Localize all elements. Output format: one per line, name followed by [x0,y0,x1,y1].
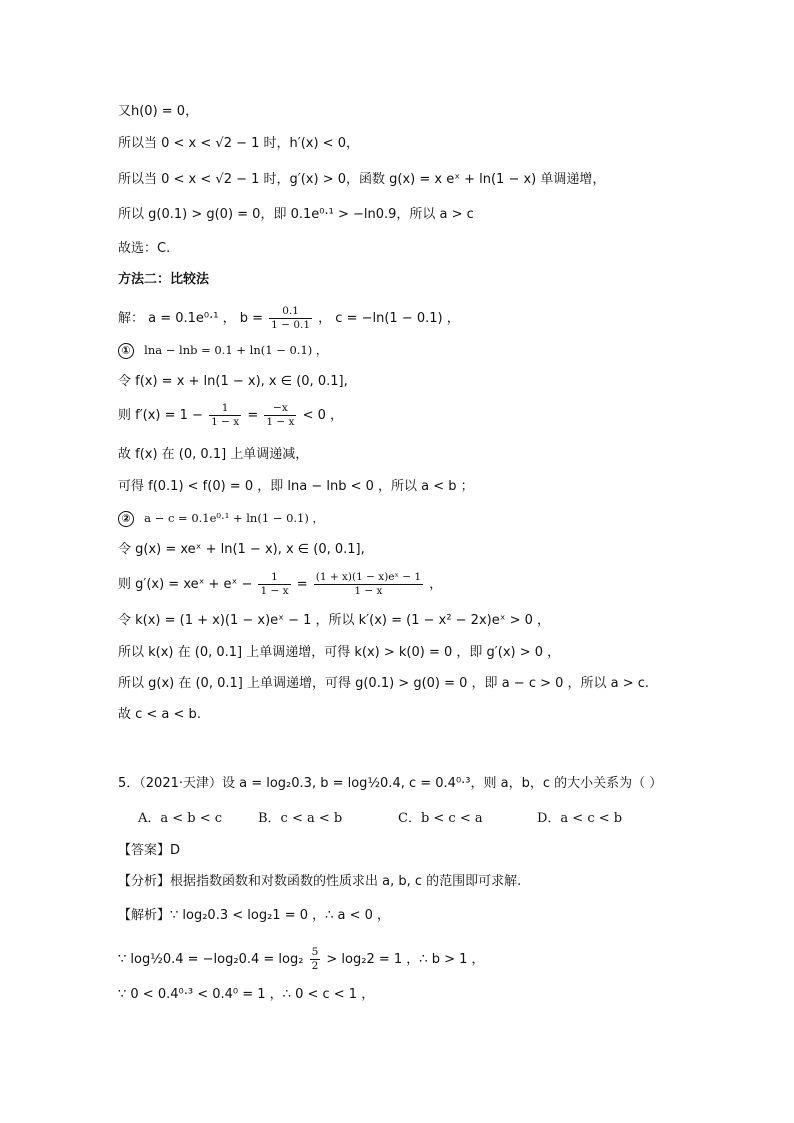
method-two-heading: 方法二：比较法 [118,272,210,287]
question-5-stem: 5．（2021·天津）设 a = log₂0.3, b = log½0.4, c = 0.4⁰·³，则 a，b，c 的大小关系为（ ） [118,776,663,791]
fraction-numerator: −x [264,402,296,416]
text-line-f-decreasing: 故 f(x) 在 (0, 0.1] 上单调递减， [118,447,309,462]
solution-line-c: ∵ 0 < 0.4⁰·³ < 0.4⁰ = 1 ，∴ 0 < c < 1 ， [118,987,375,1002]
fraction-numerator: 5 [311,946,319,958]
solution-line-b [118,946,485,973]
fraction-denominator: 2 [311,960,319,972]
analysis-line: 【分析】根据指数函数和对数函数的性质求出 a, b, c 的范围即可求解. [118,874,522,889]
fraction-numerator: 1 [258,571,290,585]
text-line-final-order: 故 c < a < b. [118,707,201,722]
text-line-define-abc [118,305,460,332]
fraction-numerator: (1 + x)(1 − x)eˣ − 1 [315,571,422,583]
text-line-answer-c: 故选：C. [118,241,171,256]
f-derivative-suffix: < 0 ， [302,408,344,423]
fraction-b-numerator: 0.1 [269,305,312,319]
text-line-g-increasing: 所以当 0 < x < √2 − 1 时，g′(x) > 0，函数 g(x) = x eˣ + ln(1 − x) 单调递增， [118,172,606,187]
fraction-one-over-one-minus-x [209,402,241,429]
text-line-conclusion-a-gt-c: 所以 g(0.1) > g(0) = 0，即 0.1e⁰·¹ > −ln0.9，所以 a > c [118,207,474,222]
fraction-denominator: 1 − x [211,416,240,428]
solution-b-suffix: > log₂2 = 1 ，∴ b > 1 ， [326,952,485,967]
fraction-denominator: 1 − x [354,585,383,597]
text-line-define-f: 令 f(x) = x + ln(1 − x), x ∈ (0, 0.1], [118,374,348,389]
fraction-b-denominator: 1 − 0.1 [271,319,311,331]
text-line-f-derivative [118,402,343,429]
text-line-hprime-negative: 所以当 0 < x < √2 − 1 时，h′(x) < 0， [118,136,359,151]
f-derivative-prefix: 则 f′(x) = 1 − [118,408,203,423]
step-two-expression: a − c = 0.1e⁰·¹ + ln(1 − 0.1) ， [144,511,325,525]
solution-line-a: 【解析】∵ log₂0.3 < log₂1 = 0 ，∴ a < 0 ， [118,908,391,923]
define-a-b-prefix: 解： a = 0.1e⁰·¹ ， b = [118,311,264,326]
fraction-b [269,305,312,332]
text-line-g-derivative [118,571,442,598]
option-d: D．a < c < b [537,811,623,826]
text-line-a-lt-b: 可得 f(0.1) < f(0) = 0 ，即 lna − lnb < 0 ，所以 a < b ； [118,479,474,494]
fraction-five-halves [310,946,321,973]
text-line-h0: 又h(0) = 0， [118,104,199,119]
equals-sign: = [296,577,308,592]
text-line-step-two [118,509,324,528]
g-derivative-prefix: 则 g′(x) = xeˣ + eˣ − [118,577,253,592]
fraction-numerator: 1 [209,402,241,416]
text-line-step-one [118,341,327,360]
fraction-neg-x-over-one-minus-x [264,402,296,429]
option-a: A．a < b < c [138,811,223,826]
text-line-k-increasing: 所以 k(x) 在 (0, 0.1] 上单调递增，可得 k(x) > k(0) = 0 ，即 g′(x) > 0 ， [118,645,561,660]
fraction-one-over-one-minus-x [258,571,290,598]
circled-one-marker: ① [118,343,134,359]
text-line-define-k: 令 k(x) = (1 + x)(1 − x)eˣ − 1 ，所以 k′(x) = (1 − x² − 2x)eˣ > 0 ， [118,613,551,628]
equals-sign: = [247,408,259,423]
fraction-g-derivative-combined [314,571,423,598]
text-line-define-g: 令 g(x) = xeˣ + ln(1 − x), x ∈ (0, 0.1], [118,542,365,557]
define-c-suffix: ， c = −ln(1 − 0.1) ， [318,311,460,326]
step-one-expression: lna − lnb = 0.1 + ln(1 − 0.1) ， [144,343,328,357]
answer-line: 【答案】D [118,843,181,858]
fraction-denominator: 1 − x [266,416,295,428]
solution-b-prefix: ∵ log½0.4 = −log₂0.4 = log₂ [118,952,304,967]
option-b: B．c < a < b [258,811,343,826]
g-derivative-suffix: ， [429,577,443,592]
text-line-g-increasing-result: 所以 g(x) 在 (0, 0.1] 上单调递增，可得 g(0.1) > g(0) = 0 ，即 a − c > 0 ，所以 a > c. [118,676,650,691]
option-c: C．b < c < a [398,811,483,826]
fraction-denominator: 1 − x [260,585,289,597]
circled-two-marker: ② [118,511,134,527]
